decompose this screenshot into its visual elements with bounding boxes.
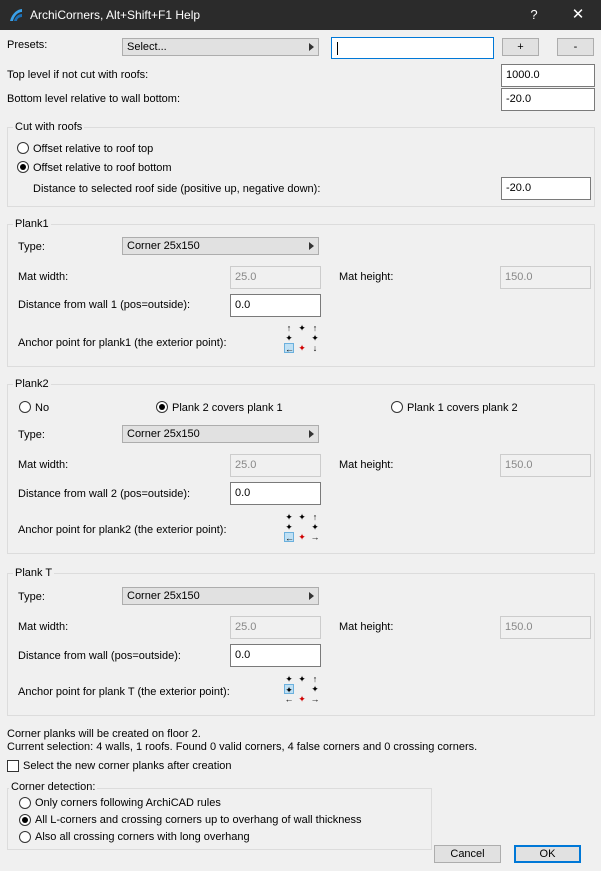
detection-l-corners-label[interactable]: All L-corners and crossing corners up to overhang of wall thickness: [35, 814, 362, 826]
anchor-top-left-icon[interactable]: ↑: [286, 323, 292, 333]
plankT-anchor-label: Anchor point for plank T (the exterior point):: [18, 686, 230, 698]
detection-archicad-rules-radio[interactable]: [19, 797, 31, 809]
plankT-title: Plank T: [15, 567, 53, 579]
corner-detection-title: Corner detection:: [11, 781, 96, 793]
presets-dropdown[interactable]: [122, 38, 319, 56]
plankT-type-value: Corner 25x150: [127, 590, 200, 602]
dropdown-arrow-icon: [309, 592, 314, 600]
anchor-top-right-icon[interactable]: ↑: [312, 512, 318, 522]
plank2-type-value: Corner 25x150: [127, 428, 200, 440]
bottom-level-input[interactable]: -20.0: [501, 88, 595, 111]
preset-name-input[interactable]: [331, 37, 494, 59]
top-level-input[interactable]: 1000.0: [501, 64, 595, 87]
anchor-bottom-left-icon[interactable]: ←: [284, 694, 294, 704]
detection-archicad-rules-label[interactable]: Only corners following ArchiCAD rules: [35, 797, 221, 809]
anchor-mid-right-icon[interactable]: ✦: [311, 522, 319, 532]
anchor-top-left-icon[interactable]: ✦: [285, 512, 293, 522]
plank1-mat-width-input: 25.0: [230, 266, 321, 289]
plank2-type-dropdown[interactable]: [122, 425, 319, 443]
plank2-covers-plank1-radio[interactable]: [156, 401, 168, 413]
plank1-anchor-picker[interactable]: [284, 323, 320, 353]
detection-long-overhang-radio[interactable]: [19, 831, 31, 843]
plankT-distance-input[interactable]: 0.0: [230, 644, 321, 667]
plank2-anchor-picker[interactable]: [284, 512, 320, 542]
anchor-mid-left-icon[interactable]: ✦: [285, 685, 293, 695]
anchor-bottom-center-icon[interactable]: ✦: [298, 343, 306, 353]
anchor-bottom-left-icon[interactable]: ←: [285, 344, 294, 354]
close-button[interactable]: ✕: [571, 6, 585, 23]
anchor-top-right-icon[interactable]: ↑: [312, 674, 318, 684]
ok-button[interactable]: OK: [514, 845, 581, 863]
anchor-top-center-icon[interactable]: ✦: [298, 323, 306, 333]
select-new-planks-checkbox[interactable]: [7, 760, 19, 772]
plank1-mat-width-label: Mat width:: [18, 271, 69, 283]
plank2-mat-width-input: 25.0: [230, 454, 321, 477]
plank2-mat-height-label: Mat height:: [339, 459, 394, 471]
roof-top-radio[interactable]: [17, 142, 29, 154]
plank1-type-value: Corner 25x150: [127, 240, 200, 252]
add-preset-button[interactable]: +: [502, 38, 539, 56]
anchor-top-left-icon[interactable]: ✦: [285, 674, 293, 684]
dropdown-arrow-icon: [309, 43, 314, 51]
anchor-bottom-left-icon[interactable]: ←: [285, 533, 294, 543]
plankT-mat-height-label: Mat height:: [339, 621, 394, 633]
anchor-bottom-right-icon[interactable]: →: [310, 532, 320, 542]
bottom-level-label: Bottom level relative to wall bottom:: [7, 93, 181, 105]
plank1-type-dropdown[interactable]: [122, 237, 319, 255]
anchor-mid-left-icon[interactable]: ✦: [285, 522, 293, 532]
plank2-distance-input[interactable]: 0.0: [230, 482, 321, 505]
plank1-covers-plank2-label[interactable]: Plank 1 covers plank 2: [407, 402, 518, 414]
anchor-mid-right-icon[interactable]: ✦: [311, 684, 319, 694]
anchor-bottom-right-icon[interactable]: →: [310, 694, 320, 704]
plankT-distance-label: Distance from wall (pos=outside):: [18, 650, 181, 662]
plankT-anchor-picker[interactable]: [284, 674, 320, 704]
presets-dropdown-value: Select...: [127, 41, 167, 53]
archicad-icon: [8, 7, 24, 23]
roof-bottom-radio[interactable]: [17, 161, 29, 173]
plank2-type-label: Type:: [18, 429, 45, 441]
plankT-type-dropdown[interactable]: [122, 587, 319, 605]
title-bar: [0, 0, 601, 30]
plank2-no-label[interactable]: No: [35, 402, 50, 414]
remove-preset-button[interactable]: -: [557, 38, 594, 56]
presets-label: Presets:: [7, 39, 48, 51]
top-level-label: Top level if not cut with roofs:: [7, 69, 149, 81]
detection-long-overhang-label[interactable]: Also all crossing corners with long overhang: [35, 831, 250, 843]
plank1-mat-height-input: 150.0: [500, 266, 591, 289]
help-button[interactable]: ?: [530, 7, 538, 22]
anchor-bottom-center-icon[interactable]: ✦: [298, 532, 306, 542]
plank1-distance-label: Distance from wall 1 (pos=outside):: [18, 299, 191, 311]
plank1-type-label: Type:: [18, 241, 45, 253]
anchor-top-right-icon[interactable]: ↑: [312, 323, 318, 333]
info-floor-text: Corner planks will be created on floor 2.: [7, 728, 201, 740]
cancel-button[interactable]: Cancel: [434, 845, 501, 863]
plank1-mat-height-label: Mat height:: [339, 271, 394, 283]
plank2-title: Plank2: [15, 378, 49, 390]
anchor-top-center-icon[interactable]: ✦: [298, 674, 306, 684]
plank1-distance-input[interactable]: 0.0: [230, 294, 321, 317]
plankT-type-label: Type:: [18, 591, 45, 603]
anchor-bottom-center-icon[interactable]: ✦: [298, 694, 306, 704]
plank1-covers-plank2-radio[interactable]: [391, 401, 403, 413]
plank1-anchor-label: Anchor point for plank1 (the exterior point):: [18, 337, 227, 349]
anchor-bottom-right-icon[interactable]: ↓: [312, 343, 318, 353]
plankT-mat-width-input: 25.0: [230, 616, 321, 639]
plankT-mat-height-input: 150.0: [500, 616, 591, 639]
plank2-covers-plank1-label[interactable]: Plank 2 covers plank 1: [172, 402, 283, 414]
anchor-mid-left-icon[interactable]: ✦: [285, 333, 293, 343]
plank2-anchor-label: Anchor point for plank2 (the exterior point):: [18, 524, 227, 536]
detection-l-corners-radio[interactable]: [19, 814, 31, 826]
anchor-mid-right-icon[interactable]: ✦: [311, 333, 319, 343]
window-title: ArchiCorners, Alt+Shift+F1 Help: [30, 8, 201, 22]
plankT-mat-width-label: Mat width:: [18, 621, 69, 633]
roof-top-label[interactable]: Offset relative to roof top: [33, 143, 154, 155]
plank1-title: Plank1: [15, 218, 49, 230]
dropdown-arrow-icon: [309, 242, 314, 250]
roof-distance-input[interactable]: -20.0: [501, 177, 591, 200]
select-new-planks-label[interactable]: Select the new corner planks after creation: [23, 760, 232, 772]
dropdown-arrow-icon: [309, 430, 314, 438]
plank2-mat-width-label: Mat width:: [18, 459, 69, 471]
text-caret: [337, 42, 338, 55]
plank2-mat-height-input: 150.0: [500, 454, 591, 477]
roof-bottom-label[interactable]: Offset relative to roof bottom: [33, 162, 172, 174]
info-selection-text: Current selection: 4 walls, 1 roofs. Found 0 valid corners, 4 false corners and 0 crossing corners.: [7, 741, 478, 753]
plank2-no-radio[interactable]: [19, 401, 31, 413]
cut-with-roofs-title: Cut with roofs: [15, 121, 83, 133]
anchor-top-center-icon[interactable]: ✦: [298, 512, 306, 522]
plank2-distance-label: Distance from wall 2 (pos=outside):: [18, 488, 191, 500]
roof-distance-label: Distance to selected roof side (positive up, negative down):: [33, 183, 321, 195]
